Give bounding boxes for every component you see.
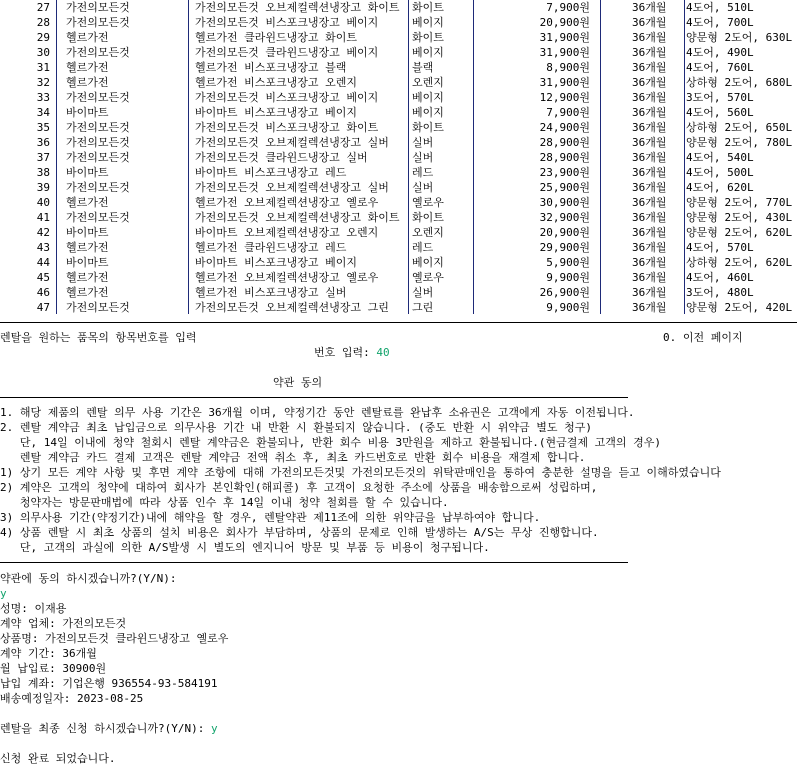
terms-line: 2. 렌탈 계약금 최초 납입금으로 의무사용 기간 내 반환 시 환불되지 않습니다. (중도 반환 시 위약금 별도 청구) [0,421,592,434]
cell-no: 34 [36,106,50,119]
cell-period: 36개월 [632,136,667,149]
cell-period: 36개월 [632,91,667,104]
cell-color: 베이지 [412,91,444,104]
cell-period: 36개월 [632,241,667,254]
cell-price: 9,900원 [546,271,590,284]
cell-price: 26,900원 [539,286,590,299]
cell-brand: 헬르가전 [66,61,109,74]
cell-price: 7,900원 [546,1,590,14]
cell-color: 실버 [412,181,434,194]
cell-spec: 양문형 2도어, 430L [686,211,793,224]
cell-color: 레드 [412,241,434,254]
cell-price: 20,900원 [539,16,590,29]
cell-price: 31,900원 [539,76,590,89]
cell-spec: 4도어, 500L [686,166,754,179]
cell-brand: 바이마트 [66,166,109,179]
cell-spec: 4도어, 460L [686,271,754,284]
cell-price: 9,900원 [546,301,590,314]
cell-spec: 양문형 2도어, 620L [686,226,793,239]
cell-price: 7,900원 [546,106,590,119]
cell-brand: 가전의모든것 [66,46,130,59]
cell-brand: 헬르가전 [66,196,109,209]
cell-no: 38 [36,166,50,179]
cell-name: 가전의모든것 오브제컬렉션냉장고 그린 [195,301,389,314]
cell-name: 가전의모든것 오브제컬렉션냉장고 화이트 [195,1,400,14]
cell-period: 36개월 [632,271,667,284]
cell-brand: 헬르가전 [66,31,109,44]
select-prompt: 렌탈을 원하는 품목의 항목번호를 입력 [0,331,197,344]
cell-no: 44 [36,256,50,269]
cell-no: 30 [36,46,50,59]
cell-brand: 가전의모든것 [66,151,130,164]
cell-period: 36개월 [632,121,667,134]
cell-color: 베이지 [412,16,444,29]
cell-brand: 가전의모든것 [66,301,130,314]
cell-brand: 헬르가전 [66,286,109,299]
cell-name: 바이마트 비스포크냉장고 레드 [195,166,347,179]
table-divider [188,0,189,314]
table-row [0,105,806,120]
cell-name: 가전의모든것 오브제컬렉션냉장고 실버 [195,181,389,194]
cell-spec: 상하형 2도어, 680L [686,76,793,89]
cell-no: 31 [36,61,50,74]
cell-name: 헬르가전 비스포크냉장고 블랙 [195,61,347,74]
table-row [0,285,806,300]
table-row [0,135,806,150]
cell-price: 31,900원 [539,31,590,44]
table-row [0,195,806,210]
number-input[interactable] [314,345,390,360]
cell-name: 가전의모든것 비스포크냉장고 화이트 [195,121,379,134]
cell-name: 바이마트 비스포크냉장고 베이지 [195,106,358,119]
terms-title: 약관 동의 [273,376,323,389]
terms-line: 렌탈 계약금 카드 결제 고객은 렌탈 계약금 전액 취소 후, 최초 카드번호로 반환 회수 비용을 재결제 합니다. [0,451,586,464]
cell-price: 12,900원 [539,91,590,104]
table-divider [408,0,409,314]
cell-brand: 헬르가전 [66,241,109,254]
cell-price: 28,900원 [539,136,590,149]
cell-price: 24,900원 [539,121,590,134]
final-answer[interactable]: y [211,722,218,735]
cell-spec: 4도어, 700L [686,16,754,29]
cell-name: 가전의모든것 클라윈드냉장고 베이지 [195,46,379,59]
cell-name: 가전의모든것 오브제컬렉션냉장고 화이트 [195,211,400,224]
cell-color: 화이트 [412,31,444,44]
cell-name: 헬르가전 비스포크냉장고 실버 [195,286,347,299]
summary-monthly: 월 납입료: 30900원 [0,662,107,675]
cell-period: 36개월 [632,286,667,299]
table-row [0,60,806,75]
cell-brand: 바이마트 [66,226,109,239]
summary-company: 계약 업체: 가전의모든것 [0,617,127,630]
cell-spec: 양문형 2도어, 420L [686,301,793,314]
cell-price: 23,900원 [539,166,590,179]
table-row [0,30,806,45]
cell-price: 32,900원 [539,211,590,224]
table-row [0,225,806,240]
table-row [0,0,806,15]
table-row [0,165,806,180]
terms-line: 2) 계약은 고객의 청약에 대하여 회사가 본인확인(해피콜) 후 고객이 요청한 주소에 상품을 배송함으로써 성립하며, [0,481,598,494]
cell-no: 41 [36,211,50,224]
cell-spec: 양문형 2도어, 780L [686,136,793,149]
summary-account: 납입 계좌: 기업은행 936554-93-584191 [0,677,218,690]
summary-delivery: 배송예정일자: 2023-08-25 [0,692,144,705]
separator-line [0,562,628,563]
cell-brand: 헬르가전 [66,271,109,284]
cell-spec: 양문형 2도어, 770L [686,196,793,209]
cell-period: 36개월 [632,181,667,194]
table-row [0,240,806,255]
final-question: 렌탈을 최종 신청 하시겠습니까?(Y/N): [0,722,211,735]
cell-period: 36개월 [632,16,667,29]
cell-brand: 바이마트 [66,106,109,119]
cell-name: 헬르가전 클라윈드냉장고 레드 [195,241,347,254]
cell-period: 36개월 [632,76,667,89]
terms-line: 1. 해당 제품의 렌탈 의무 사용 기간은 36개월 이며, 약정기간 동안 렌탈료를 완납후 소유권은 고객에게 자동 이전됩니다. [0,406,635,419]
cell-name: 바이마트 비스포크냉장고 베이지 [195,256,358,269]
cell-no: 32 [36,76,50,89]
cell-price: 29,900원 [539,241,590,254]
cell-period: 36개월 [632,166,667,179]
table-row [0,45,806,60]
cell-period: 36개월 [632,46,667,59]
cell-brand: 가전의모든것 [66,136,130,149]
cell-no: 45 [36,271,50,284]
table-row [0,255,806,270]
cell-period: 36개월 [632,301,667,314]
cell-no: 29 [36,31,50,44]
cell-color: 레드 [412,166,434,179]
cell-color: 베이지 [412,106,444,119]
cell-brand: 가전의모든것 [66,121,130,134]
table-divider [473,0,474,314]
cell-color: 블랙 [412,61,434,74]
cell-spec: 4도어, 510L [686,1,754,14]
cell-brand: 가전의모든것 [66,16,130,29]
cell-period: 36개월 [632,61,667,74]
terms-line: 3) 의무사용 기간(약정기간)내에 해약을 할 경우, 렌탈약관 제11조에 의한 위약금을 납부하여야 합니다. [0,511,541,524]
terms-line: 단, 14일 이내에 청약 철회시 렌탈 계약금은 환불되나, 반환 회수 비용 3만원을 제하고 환불됩니다.(현금결제 고객의 경우) [0,436,661,449]
cell-spec: 3도어, 570L [686,91,754,104]
cell-color: 그린 [412,301,434,314]
table-row [0,300,806,315]
table-row [0,150,806,165]
cell-spec: 양문형 2도어, 630L [686,31,793,44]
number-input-value[interactable]: 40 [376,346,390,359]
table-row [0,90,806,105]
cell-spec: 4도어, 570L [686,241,754,254]
summary-product: 상품명: 가전의모든것 클라윈드냉장고 옐로우 [0,632,229,645]
cell-spec: 3도어, 480L [686,286,754,299]
separator-line [0,322,797,323]
cell-period: 36개월 [632,106,667,119]
cell-spec: 4도어, 760L [686,61,754,74]
prev-page-option[interactable]: 0. 이전 페이지 [663,331,743,344]
cell-price: 8,900원 [546,61,590,74]
cell-price: 25,900원 [539,181,590,194]
cell-name: 헬르가전 오브제컬렉션냉장고 옐로우 [195,196,379,209]
cell-spec: 상하형 2도어, 650L [686,121,793,134]
terms-line: 청약자는 방문판매법에 따라 상품 인수 후 14일 이내 청약 철회를 할 수 있습니다. [0,496,449,509]
cell-no: 28 [36,16,50,29]
cell-no: 35 [36,121,50,134]
cell-name: 가전의모든것 오브제컬렉션냉장고 실버 [195,136,389,149]
cell-color: 실버 [412,286,434,299]
cell-name: 헬르가전 오브제컬렉션냉장고 옐로우 [195,271,379,284]
cell-color: 실버 [412,151,434,164]
cell-brand: 가전의모든것 [66,91,130,104]
terms-line: 1) 상기 모든 계약 사항 및 후면 계약 조항에 대해 가전의모든것및 가전의모든것의 위탁판매인을 통하여 충분한 설명을 듣고 이해하였습니다 [0,466,721,479]
cell-no: 33 [36,91,50,104]
cell-no: 36 [36,136,50,149]
table-row [0,180,806,195]
completion-message: 신청 완료 되었습니다. [0,752,116,765]
cell-spec: 4도어, 560L [686,106,754,119]
cell-no: 39 [36,181,50,194]
cell-price: 28,900원 [539,151,590,164]
cell-period: 36개월 [632,226,667,239]
agree-answer[interactable]: y [0,587,7,600]
cell-price: 5,900원 [546,256,590,269]
cell-brand: 가전의모든것 [66,211,130,224]
cell-color: 화이트 [412,121,444,134]
cell-no: 37 [36,151,50,164]
cell-no: 47 [36,301,50,314]
table-divider [56,0,57,314]
cell-period: 36개월 [632,31,667,44]
cell-no: 46 [36,286,50,299]
final-prompt[interactable] [0,721,218,736]
cell-color: 베이지 [412,256,444,269]
cell-brand: 바이마트 [66,256,109,269]
cell-color: 오렌지 [412,76,444,89]
cell-name: 가전의모든것 클라윈드냉장고 실버 [195,151,368,164]
cell-period: 36개월 [632,211,667,224]
cell-name: 바이마트 오브제컬렉션냉장고 오렌지 [195,226,379,239]
agree-prompt: 약관에 동의 하시겠습니까?(Y/N): [0,572,177,585]
cell-color: 옐로우 [412,271,444,284]
summary-period: 계약 기간: 36개월 [0,647,97,660]
cell-price: 30,900원 [539,196,590,209]
cell-price: 31,900원 [539,46,590,59]
terms-line: 4) 상품 렌탈 시 최초 상품의 설치 비용은 회사가 부담하며, 상품의 문제로 인해 발생하는 A/S는 무상 진행합니다. [0,526,599,539]
cell-color: 화이트 [412,211,444,224]
separator-line [0,397,628,398]
cell-name: 헬르가전 클라윈드냉장고 화이트 [195,31,358,44]
table-row [0,120,806,135]
cell-color: 오렌지 [412,226,444,239]
table-divider [684,0,685,314]
cell-spec: 상하형 2도어, 620L [686,256,793,269]
cell-name: 헬르가전 비스포크냉장고 오렌지 [195,76,358,89]
table-row [0,75,806,90]
cell-spec: 4도어, 540L [686,151,754,164]
number-input-label: 번호 입력: [314,346,377,359]
cell-color: 옐로우 [412,196,444,209]
table-row [0,210,806,225]
cell-period: 36개월 [632,256,667,269]
table-row [0,270,806,285]
summary-name: 성명: 이재용 [0,602,67,615]
cell-color: 화이트 [412,1,444,14]
terms-line: 단, 고객의 과실에 의한 A/S발생 시 별도의 엔지니어 방문 및 부품 등 비용이 청구됩니다. [0,541,490,554]
cell-no: 43 [36,241,50,254]
cell-spec: 4도어, 490L [686,46,754,59]
cell-no: 27 [36,1,50,14]
cell-period: 36개월 [632,196,667,209]
cell-no: 42 [36,226,50,239]
cell-name: 가전의모든것 비스포크냉장고 베이지 [195,16,379,29]
table-row [0,15,806,30]
cell-brand: 헬르가전 [66,76,109,89]
cell-period: 36개월 [632,151,667,164]
cell-spec: 4도어, 620L [686,181,754,194]
cell-brand: 가전의모든것 [66,1,130,14]
cell-period: 36개월 [632,1,667,14]
cell-price: 20,900원 [539,226,590,239]
table-divider [600,0,601,314]
cell-color: 베이지 [412,46,444,59]
cell-brand: 가전의모든것 [66,181,130,194]
cell-name: 가전의모든것 비스포크냉장고 베이지 [195,91,379,104]
cell-no: 40 [36,196,50,209]
cell-color: 실버 [412,136,434,149]
